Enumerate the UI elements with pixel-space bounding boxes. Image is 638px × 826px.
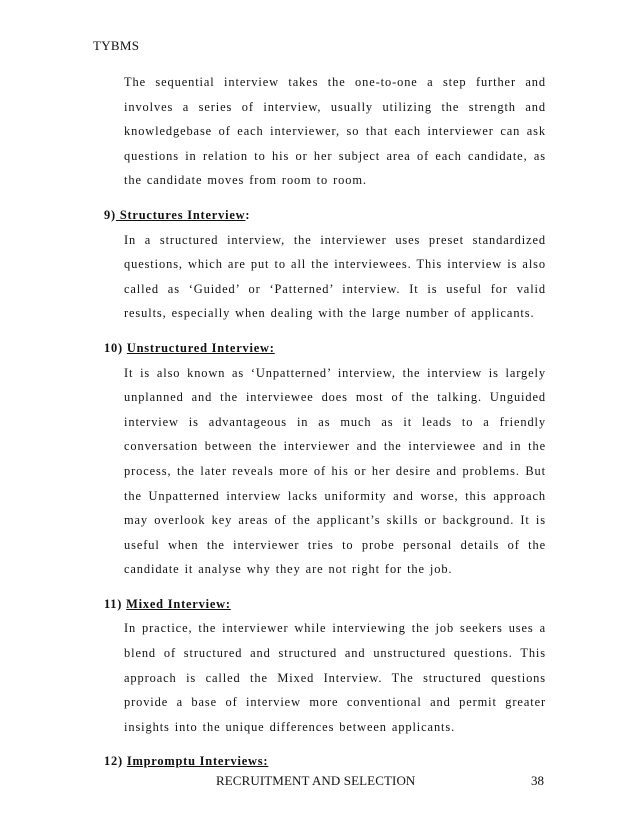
section-title: Unstructured Interview: — [126, 340, 275, 355]
page-number: 38 — [531, 773, 544, 788]
section-title: Impromptu Interviews: — [126, 754, 269, 769]
page-content — [104, 70, 546, 774]
section-body-11: In practice, the interviewer while interviewing the job seekers uses a blend of structured and structured and unstructured questions. This approach is called the Mixed Interview. The structured questions provide a base of interview more conventional and permit greater insights into the unique differences between applicants. — [124, 621, 546, 734]
section-heading-9 — [104, 203, 546, 228]
section-number: 11) — [104, 596, 123, 611]
section-body-9: In a structured interview, the interviewer uses preset standardized questions, which are put to all the interviewees. This interview is also called as ‘Guided’ or ‘Patterned’ interview. It is useful for valid results, especially when dealing with the large number of applicants. — [124, 232, 546, 321]
running-header: TYBMS — [93, 38, 140, 53]
section-heading-10 — [104, 336, 546, 361]
section-title-suffix: : — [245, 207, 251, 222]
running-footer-title: RECRUITMENT AND SELECTION — [216, 773, 416, 788]
section-body-10: It is also known as ‘Unpatterned’ interview, the interview is largely unplanned and the interviewee does most of the talking. Unguided interview is advantageous in as much as it leads to a friendly conversation between the interviewer and the interviewee and in the process, the later reveals more of his or her desire and problems. But the Unpatterned interview lacks uniformity and worse, this approach may overlook key areas of the applicant’s skills or background. It is useful when the interviewer tries to probe personal details of the candidate it analyse why they are not right for the job. — [124, 365, 546, 577]
section-heading-11 — [104, 592, 546, 617]
section-heading-12 — [104, 749, 546, 774]
intro-paragraph: The sequential interview takes the one-to-one a step further and involves a series of interview, usually utilizing the strength and knowledgebase of each interviewer, so that each interviewer can ask questions in relation to his or her subject area of each candidate, as the candidate moves from room to room. — [124, 75, 546, 188]
section-title: Structures Interview — [115, 207, 246, 222]
section-title: Mixed Interview: — [126, 596, 231, 611]
section-number: 10) — [104, 340, 123, 355]
section-number: 12) — [104, 754, 123, 769]
section-number: 9) — [104, 207, 116, 222]
